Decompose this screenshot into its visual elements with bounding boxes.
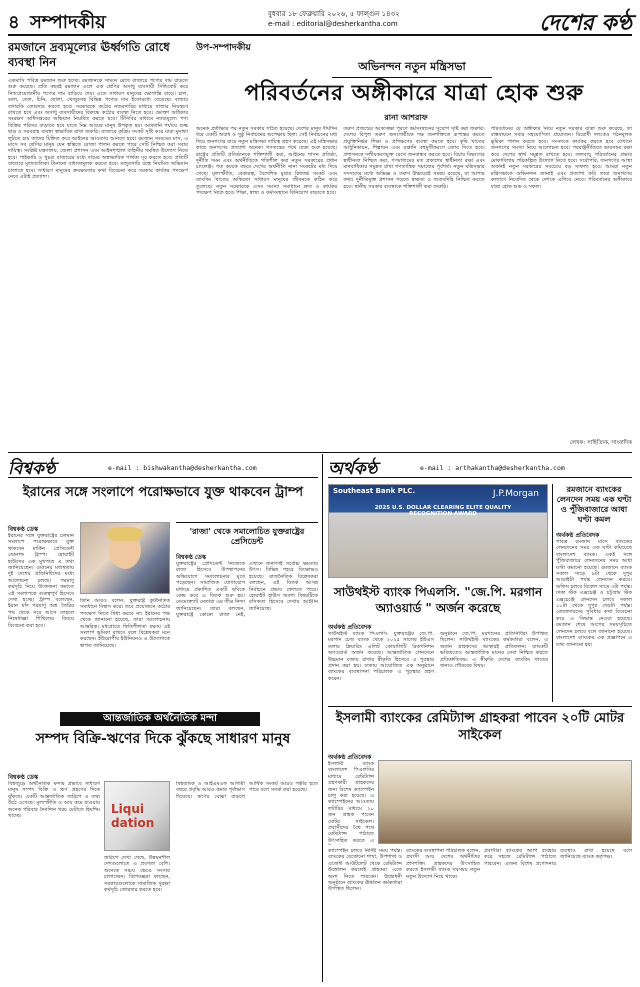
finance-body-4: ক্যাম্পেইন চলবে নির্দিষ্ট সময় পর্যন্ত। ব্যাংকের যেকোনো শাখা, উপশাখা ও এজেন্ট আউটলেট থেকে রেমিট্যান্স উত্তোলন করলেই গ্রাহকরা এতে অংশ নিতে পারবেন। উদ্বোধনী অনুষ্ঠানে ব্যাংকের ঊর্ধ্বতন কর্মকর্তারা উপস্থিত ছিলেন। bbox=[328, 848, 402, 893]
editorial-body: একমাসি পবিত্র রমজান শুরু হচ্ছে। রমজানকে সামনে রেখে বাজারে পণ্যের দাম বাড়তে শুরু করেছে। প্রতি বছরই রমজান এলে এক শ্রেণির অসাধু ব্যবসায়ী সিন্ডিকেট করে নিত্যপ্রয়োজনীয় পণ্যের দাম বাড়িয়ে দেয়। এতে সাধারণ মানুষের ভোগান্তি বাড়ে। চাল, ডাল, তেল, চিনি, ছোলা, খেজুরসহ বিভিন্ন পণ্যের দাম ইতোমধ্যে বেড়েছে। বাজার তদারকি জোরদার করতে হবে। সরকারকে কঠোর নজরদারির মাধ্যমে বাজার নিয়ন্ত্রণে রাখতে হবে এবং অসাধু ব্যবসায়ীদের বিরুদ্ধে কঠোর ব্যবস্থা নিতে হবে। ভোক্তা অধিকার সংরক্ষণ অধিদপ্তরের অভিযান নিয়মিত করতে হবে। টিসিবির মাধ্যমে ন্যায্যমূল্যে পণ্য বিক্রির পরিসর বাড়াতে হবে যাতে নিম্ন আয়ের মানুষ উপকৃত হয়। আমদানি পর্যায়ে শুল্ক ছাড় ও সরবরাহ ব্যবস্থা স্বাভাবিক রাখা জরুরি। বাজারে কৃত্রিম সংকট সৃষ্টি করে যারা মুনাফা লুটতে চায় তাদের চিহ্নিত করে আইনের আওতায় আনতে হবে। রমজান সংযমের মাস, এ মাসে সব শ্রেণির মানুষ যেন স্বস্তিতে রোজা পালন করতে পারে সেটি নিশ্চিত করা সবার দায়িত্ব। সংশ্লিষ্ট মন্ত্রণালয়, জেলা প্রশাসন এবং আইনশৃঙ্খলা বাহিনীর সমন্বিত উদ্যোগ নিতে হবে। পাইকারি ও খুচরা বাজারের মধ্যে দামের অস্বাভাবিক পার্থক্য দূর করতে হবে। প্রতিটি বাজারে মূল্যতালিকা টানানো বাধ্যতামূলক করতে হবে। মজুতদারি বন্ধে নিয়মিত অভিযান চালাতে হবে। সাধারণ মানুষের ক্রয়ক্ষমতার কথা বিবেচনা করে সরকার কার্যকর পদক্ষেপ নেবে এটাই প্রত্যাশা। bbox=[8, 78, 188, 181]
world-side-headline: 'রাজা' থেকে সমালোচিত যুক্তরাষ্ট্রের প্রেসিডেন্ট bbox=[189, 526, 305, 546]
world-body: ইরানের সঙ্গে যুক্তরাষ্ট্রের চলমান সংলাপে পরোক্ষভাবে যুক্ত থাকবেন মার্কিন প্রেসিডেন্ট ডোনাল্ড ট্রাম্প। হোয়াইট হাউসের এক মুখপাত্র এ তথ্য জানিয়েছেন। ওমানের মধ্যস্থতায় দুই দেশের প্রতিনিধিদের মধ্যে আলোচনা চলছে। পরমাণু কর্মসূচি নিয়ে উত্তেজনা কমাতে এই সংলাপকে গুরুত্বপূর্ণ হিসেবে দেখা হচ্ছে। ট্রাম্প বলেছেন, ইরান যদি পরমাণু অস্ত্র তৈরির পথ থেকে সরে আসে তাহলে নিষেধাজ্ঞা শিথিলের বিষয়ে বিবেচনা করা হবে। bbox=[8, 533, 74, 629]
op-ed-col-3: পরিবর্তনের যে অঙ্গীকার নিয়ে নতুন সরকার যাত্রা শুরু করেছে, তা বাস্তবায়নে সবার সহযোগিতা প্রয়োজন। বিরোধী দলকেও গঠনমূলক ভূমিকা পালন করতে হবে। সংসদকে কার্যকর করতে হবে যেখানে জনগণের সমস্যা নিয়ে আলোচনা হবে। পররাষ্ট্রনীতিতে ভারসাম্য রক্ষা করে দেশের স্বার্থ সমুন্নত রাখতে হবে। জলবায়ু পরিবর্তনের প্রভাব মোকাবিলায় পরিকল্পিত উদ্যোগ নিতে হবে। সর্বোপরি, জনগণের আস্থা অর্জনই নতুন সরকারের সবচেয়ে বড় সাফল্য হবে। আমরা নতুন মন্ত্রিসভাকে অভিনন্দন জানাই এবং প্রত্যাশা করি তারা জনগণের কল্যাণে নিবেদিত থেকে দেশকে এগিয়ে নেবে। পরিবর্তনের অঙ্গীকারে যাত্রা হোক শুভ ও সফল। bbox=[490, 126, 632, 190]
liquidation-photo-text: Liqui dation bbox=[111, 802, 155, 830]
newspaper-logo: দেশের কণ্ঠ bbox=[539, 10, 632, 36]
world-side-reporter: বিশ্বকণ্ঠ ডেস্ক bbox=[176, 554, 207, 561]
southeast-bank-logo-text: Southeast Bank PLC. bbox=[333, 487, 416, 495]
op-ed-headline: পরিবর্তনের অঙ্গীকারে যাত্রা হোক শুরু bbox=[244, 80, 584, 106]
finance-body-6: প্রবাসীরা ব্যাংকের অ্যাপ ব্যবহার করে সহজে রেমিট্যান্স পাঠাতে পারবেন। এজন্য বিশেষ প্রণোদনার ব্যবস্থাও রাখা হয়েছে বলে জানিয়েছে ব্যাংক কর্তৃপক্ষ। bbox=[484, 848, 632, 867]
finance-side-headline: রমজানে ব্যাংকের লেনদেন সময় এক ঘণ্টা ও পুঁজিবাজারে আধা ঘণ্টা কমল bbox=[556, 484, 632, 524]
finance-section-title: অর্থকণ্ঠ bbox=[328, 459, 378, 479]
world-email: e-mail : bishwakantha@desherkantha.com bbox=[108, 464, 257, 472]
op-ed-kicker: অভিনন্দন নতুন মন্ত্রিসভা bbox=[332, 58, 492, 78]
finance-reporter: অর্থকণ্ঠ প্রতিবেদক bbox=[328, 624, 372, 631]
world-subject-band: আন্তর্জাতিক অর্থনৈতিক মন্দা bbox=[60, 712, 260, 726]
world-body-5: বিশ্বব্যাংক ও আইএমএফ আগামী বছরে প্রবৃদ্ধি আরও কমার পূর্বাভাস দিয়েছে। ঋণের বোঝা বাড়লে আর্থিক সংকট আরও গভীর হতে পারে বলে সতর্ক করা হয়েছে। bbox=[176, 781, 318, 800]
finance-body-5: ব্যাংকের ব্যবস্থাপনা পরিচালক বলেন, প্রবাসী আয় দেশের অর্থনীতির প্রাণশক্তি। গ্রাহকদের উৎসাহিত করতে ইসলামী ব্যাংক সবসময় নতুন নতুন উদ্যোগ নিয়ে থাকে। bbox=[406, 848, 480, 880]
world-reporter: বিশ্বকণ্ঠ ডেস্ক bbox=[8, 526, 39, 533]
section-title: সম্পাদকীয় bbox=[30, 12, 106, 33]
islami-bank-event-photo bbox=[378, 760, 632, 844]
world-headline: ইরানের সঙ্গে সংলাপে পরোক্ষভাবে যুক্ত থাকবেন ট্রাম্প bbox=[22, 485, 304, 500]
world-section-title: বিশ্বকণ্ঠ bbox=[8, 459, 56, 479]
finance-body: সাউথইস্ট ব্যাংক পিএলসি. যুক্তরাষ্ট্রের জে.পি. মরগান চেজ ব্যাংক থেকে ২০২৫ সালের ইউএস ডলার ক্লিয়ারিং এলিট কোয়ালিটি রিকগনিশন অ্যাওয়ার্ড অর্জন করেছে। আন্তর্জাতিক লেনদেনে উচ্চমান বজায় রাখার স্বীকৃতি হিসেবে এ পুরস্কার প্রদান করা হয়। ঢাকায় আয়োজিত এক অনুষ্ঠানে ব্যাংকের ব্যবস্থাপনা পরিচালক এ পুরস্কার গ্রহণ করেন। bbox=[328, 631, 434, 682]
finance-side-reporter: অর্থকণ্ঠ প্রতিবেদক bbox=[556, 532, 600, 539]
world-side-body: যুক্তরাষ্ট্রের প্রেসিডেন্ট নিজেকে রাজা হিসেবে উপস্থাপনের অভিযোগে সমালোচনার মুখে পড়েছেন। সামাজিক যোগাযোগ মাধ্যমে প্রকাশিত একটি ছবিকে কেন্দ্র করে এ বিতর্ক শুরু হয়। ডেমোক্র্যাট নেতারা এর তীব্র নিন্দা জানিয়েছেন। তারা বলছেন, যুক্তরাষ্ট্রে কোনো রাজা নেই, এখানে জনগণই সর্বোচ্চ ক্ষমতার উৎস। বিভিন্ন শহরে বিক্ষোভও হয়েছে। রাজনৈতিক বিশ্লেষকরা বলছেন, এই বিতর্ক আসন্ন নির্বাচনে প্রভাব ফেলতে পারে। হোয়াইট হাউস অবশ্য বিষয়টিকে রসিকতা হিসেবে দেখার আহ্বান জানিয়েছে। bbox=[176, 561, 318, 619]
finance-headline-2: ইসলামী ব্যাংকের রেমিট্যান্স গ্রাহকরা পাবেন ২০টি মোটর সাইকেল bbox=[335, 711, 625, 743]
sub-editorial-label: উপ-সম্পাদকীয় bbox=[196, 43, 251, 53]
op-ed-author-note: লেখক: সাহিত্যিক, সাংবাদিক bbox=[569, 440, 632, 446]
masthead bbox=[8, 6, 632, 36]
page-number: ৪ bbox=[8, 12, 20, 33]
world-reporter-2: বিশ্বকণ্ঠ ডেস্ক bbox=[8, 774, 39, 781]
op-ed-col-1: অনেক প্রতীক্ষার পর নতুন সরকার গঠিত হয়েছে। দেশের মানুষ দীর্ঘদিন ধরে একটি অবাধ ও সুষ্ঠু নির্বাচনের অপেক্ষায় ছিল। সেই নির্বাচনের মধ্য দিয়ে জনগণের রায়ে নতুন মন্ত্রিসভা দায়িত্ব গ্রহণ করেছে। এই মন্ত্রিসভার কাছে জনগণের প্রত্যাশা অনেক। গণতন্ত্রের পথে যাত্রা শুরু হয়েছে। রাষ্ট্রের প্রতিটি প্রতিষ্ঠানকে শক্তিশালী করা, আইনের শাসন প্রতিষ্ঠা, দুর্নীতি দমন এবং অর্থনীতিকে গতিশীল করা নতুন সরকারের প্রধান চ্যালেঞ্জ। গত কয়েক বছরে দেশের অর্থনীতি নানা সংকটের মধ্য দিয়ে গেছে। মূল্যস্ফীতি, বেকারত্ব, বৈদেশিক মুদ্রার রিজার্ভ সংকট এবং ব্যাংকিং খাতের অস্থিরতা সাধারণ মানুষের জীবনকে কঠিন করে তুলেছে। নতুন সরকারকে এসব সমস্যা সমাধানে দ্রুত ও কার্যকর পদক্ষেপ নিতে হবে। শিক্ষা, স্বাস্থ্য ও কর্মসংস্থানে বিনিয়োগ বাড়াতে হবে। bbox=[196, 126, 338, 197]
op-ed-col-2: তরুণ প্রজন্মের আকাঙ্ক্ষা পূরণে কর্মসংস্থানের সুযোগ সৃষ্টি করা জরুরি। দেশের বিপুল তরুণ জনগোষ্ঠীকে দক্ষ জনশক্তিতে রূপান্তর করতে প্রযুক্তিনির্ভর শিক্ষা ও প্রশিক্ষণের ব্যবস্থা করতে হবে। কৃষি খাতের আধুনিকায়ন, শিল্পায়ন এবং রপ্তানি বহুমুখীকরণে জোর দিতে হবে। প্রশাসনকে দলীয়করণমুক্ত রেখে জনবান্ধব করতে হবে। বিচার বিভাগের স্বাধীনতা নিশ্চিত করা, গণমাধ্যমের মত প্রকাশের স্বাধীনতা রক্ষা এবং মানবাধিকার সমুন্নত রাখা গণতান্ত্রিক সমাজের পূর্বশর্ত। নতুন মন্ত্রিসভার সদস্যদের মধ্যে অভিজ্ঞ ও তরুণ উভয়েরই সমন্বয় রয়েছে, যা আশার কথা। দুর্নীতিমুক্ত প্রশাসন গড়তে স্বচ্ছতা ও জবাবদিহি নিশ্চিত করতে হবে। স্থানীয় সরকার ব্যবস্থাকে শক্তিশালী করা জরুরি। bbox=[343, 126, 485, 190]
section-divider bbox=[8, 452, 632, 453]
world-body-4: জরিপে দেখা গেছে, উন্নয়নশীল দেশগুলোতে এ প্রবণতা বেশি। অনেকে সঞ্চয় ভেঙে সংসার চালাচ্ছেন। বিশেষজ্ঞরা বলছেন, সরকারগুলোকে সামাজিক সুরক্ষা কর্মসূচি জোরদার করতে হবে। bbox=[104, 855, 170, 894]
finance-body-3a: ইসলামী ব্যাংক বাংলাদেশ পিএলসির মাধ্যমে রেমিট্যান্স গ্রহণকারী গ্রাহকদের জন্য বিশেষ ক্যাম্পেইন চালু করা হয়েছে। এ ক্যাম্পেইনের আওতায় লটারির মাধ্যমে ২০ জন গ্রাহক পাবেন মোটর সাইকেল। প্রবাসীদের বৈধ পথে রেমিট্যান্স পাঠাতে উৎসাহিত করতে এ bbox=[328, 761, 374, 844]
world-body-3: বিশ্বজুড়ে অর্থনৈতিক মন্দার প্রভাবে সাধারণ মানুষ সম্পদ বিক্রি ও ঋণ গ্রহণের দিকে ঝুঁকছে। একটি আন্তর্জাতিক জরিপে এ তথ্য উঠে এসেছে। মূল্যস্ফীতি ও আয় কমে যাওয়ায় অনেক পরিবার দৈনন্দিন খরচ মেটাতে হিমশিম খাচ্ছে। bbox=[8, 781, 100, 820]
finance-headline: সাউথইস্ট ব্যাংক পিএলসি. "জে.পি. মরগান অ্যাওয়ার্ড " অর্জন করেছে bbox=[333, 585, 543, 615]
finance-section-header bbox=[328, 456, 632, 478]
finance-reporter-2: অর্থকণ্ঠ প্রতিবেদক bbox=[328, 754, 372, 761]
finance-email: e-mail : arthakantha@desherkantha.com bbox=[420, 464, 565, 472]
southeast-bank-award-photo bbox=[328, 484, 548, 578]
trump-photo bbox=[80, 522, 170, 594]
editorial-headline: রমজানে দ্রব্যমূল্যের ঊর্ধ্বগতি রোধে ব্যবস্থা নিন bbox=[8, 40, 188, 74]
finance-side-body: পবিত্র রমজান মাসে ব্যাংকের লেনদেনের সময় এক ঘণ্টা কমিয়েছে বাংলাদেশ ব্যাংক। একই সঙ্গে পুঁজিবাজারে লেনদেনের সময় আধা ঘণ্টা কমানো হয়েছে। রমজানে ব্যাংক সকাল সাড়ে ৯টা থেকে দুপুর আড়াইটা পর্যন্ত লেনদেন করবে। অফিস চলবে বিকেল সাড়ে ৩টা পর্যন্ত। ঢাকা স্টক এক্সচেঞ্জ ও চট্টগ্রাম স্টক এক্সচেঞ্জে লেনদেন চলবে সকাল ১০টা থেকে দুপুর দেড়টা পর্যন্ত। রোজাদারদের সুবিধার কথা বিবেচনা করে এ সিদ্ধান্ত নেওয়া হয়েছে। রমজান শেষে আগের সময়সূচিতে লেনদেন চলবে বলে জানানো হয়েছে। বাংলাদেশ ব্যাংকের এক প্রজ্ঞাপনে এ তথ্য জানানো হয়। bbox=[556, 539, 632, 648]
column-divider bbox=[322, 454, 323, 982]
award-banner-text: 2025 U.S. DOLLAR CLEARING ELITE QUALITY RECOGNITION AWARD bbox=[374, 505, 512, 517]
side-story-rule bbox=[176, 522, 318, 523]
world-section-header bbox=[8, 456, 318, 478]
finance-body-2: অনুষ্ঠানে জে.পি. মরগানের প্রতিনিধিরা উপস্থিত ছিলেন। সাউথইস্ট ব্যাংকের কর্মকর্তারা বলেন, এ অর্জন গ্রাহকদের আস্থারই প্রতিফলন। ব্যাংকটি ভবিষ্যতেও আন্তর্জাতিক মানের সেবা নিশ্চিত করতে প্রতিশ্রুতিবদ্ধ। এ স্বীকৃতি দেশের ব্যাংকিং খাতের জন্যও গৌরবের বিষয়। bbox=[440, 631, 548, 670]
op-ed-byline: রানা আশরাফ bbox=[384, 112, 428, 122]
dateline bbox=[268, 9, 400, 29]
date-text: বুধবার ১৮ ফেব্রুয়ারি ২০২৬, ৫ ফাল্গুন ১৪৩২ bbox=[268, 10, 400, 18]
world-headline-2: সম্পদ বিক্রি-ঋণের দিকে ঝুঁকছে সাধারণ মানুষ bbox=[35, 731, 291, 747]
jpmorgan-logo-text: J.P.Morgan bbox=[492, 489, 539, 499]
editorial-email: e-mail : editorial@desherkantha.com bbox=[268, 20, 398, 28]
liquidation-photo bbox=[104, 781, 170, 851]
editorial-column bbox=[8, 40, 188, 450]
op-ed-columns bbox=[196, 126, 632, 438]
op-ed-section bbox=[196, 40, 632, 450]
world-body-2: তিনি আরও বলেন, যুক্তরাষ্ট্র কূটনৈতিক সমাধানে বিশ্বাস করে। তবে প্রয়োজনে কঠোর পদক্ষেপ নিতে দ্বিধা করবে না। ইরানের পক্ষ থেকে জানানো হয়েছে, তারা আলোচনায় আন্তরিক। মধ্যপ্রাচ্যে স্থিতিশীলতা রক্ষায় এই সংলাপ ভূমিকা রাখবে বলে বিশ্লেষকরা মনে করছেন। ইউরোপীয় ইউনিয়নও এ উদ্যোগকে স্বাগত জানিয়েছে। bbox=[80, 598, 170, 649]
finance-story-rule bbox=[328, 706, 632, 707]
